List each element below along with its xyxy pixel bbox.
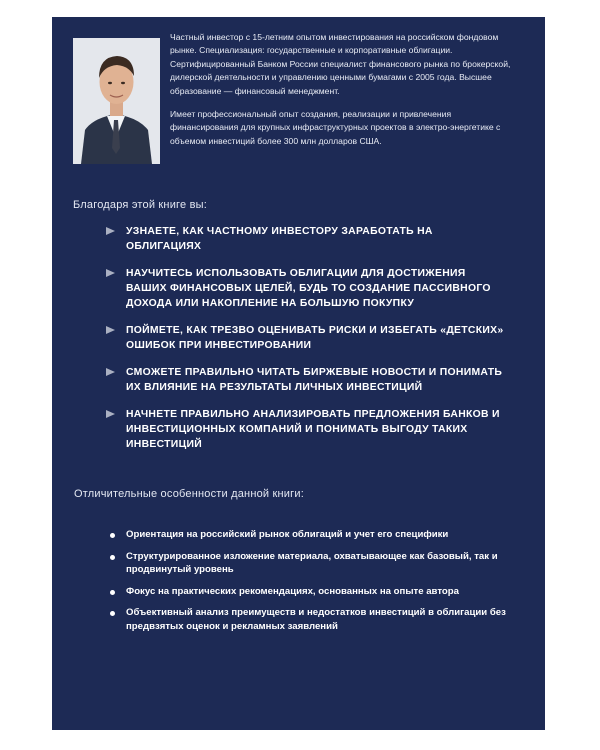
features-title: Отличительные особенности данной книги:: [74, 488, 304, 500]
feature-text: Фокус на практических рекомендациях, основанных на опыте автора: [126, 585, 459, 597]
feature-text: Структурированное изложение материала, охватывающее как базовый, так и продвинутый уровень: [126, 550, 498, 575]
benefit-text: НАЧНЕТЕ ПРАВИЛЬНО АНАЛИЗИРОВАТЬ ПРЕДЛОЖЕНИЯ БАНКОВ И ИНВЕСТИЦИОННЫХ КОМПАНИЙ И ПОНИМАТЬ ВЫГОДУ ТАКИХ ИНВЕСТИЦИЙ: [126, 409, 500, 450]
bio-paragraph: Частный инвестор с 15-летним опытом инвестирования на российском фондовом рынке. Специализация: государственные и корпоративные облигации. Сертифицированный Банком России специалист финансового рынка по брокерской, дилерской деятельности и управлению ценными бумагами с 2005 года. Высшее образование — финансовый менеджмент.: [170, 32, 511, 96]
benefit-text: ПОЙМЕТЕ, КАК ТРЕЗВО ОЦЕНИВАТЬ РИСКИ И ИЗБЕГАТЬ «ДЕТСКИХ» ОШИБОК ПРИ ИНВЕСТИРОВАНИИ: [126, 325, 504, 351]
triangle-arrow-icon: [106, 410, 115, 418]
benefits-title: Благодаря этой книге вы:: [73, 199, 208, 211]
list-item: [110, 550, 510, 577]
list-item: [110, 585, 510, 599]
feature-text: Объективный анализ преимуществ и недостатков инвестиций в облигации без предвзятых оценок и рекламных заявлений: [126, 607, 506, 632]
list-item: [106, 266, 506, 311]
list-item: [110, 606, 510, 633]
list-item: [106, 365, 506, 395]
feature-text: Ориентация на российский рынок облигаций и учет его специфики: [126, 529, 449, 540]
list-item: [106, 323, 506, 353]
triangle-arrow-icon: [106, 326, 115, 334]
benefit-text: НАУЧИТЕСЬ ИСПОЛЬЗОВАТЬ ОБЛИГАЦИИ ДЛЯ ДОСТИЖЕНИЯ ВАШИХ ФИНАНСОВЫХ ЦЕЛЕЙ, БУДЬ ТО СОЗДАНИЕ ПАССИВНОГО ДОХОДА ИЛИ НАКОПЛЕНИЕ НА БОЛЬШУЮ ПОКУПКУ: [126, 268, 491, 309]
triangle-arrow-icon: [106, 269, 115, 277]
list-item: [110, 528, 510, 542]
benefits-list: [106, 224, 506, 464]
bullet-icon: [110, 590, 115, 595]
author-portrait-icon: [73, 38, 160, 164]
bullet-icon: [110, 611, 115, 616]
bullet-icon: [110, 555, 115, 560]
list-item: [106, 224, 506, 254]
benefit-text: УЗНАЕТЕ, КАК ЧАСТНОМУ ИНВЕСТОРУ ЗАРАБОТАТЬ НА ОБЛИГАЦИЯХ: [126, 226, 433, 252]
bullet-icon: [110, 533, 115, 538]
back-cover: [52, 17, 545, 730]
bio-paragraph: Имеет профессиональный опыт создания, реализации и привлечения финансирования для крупных инфраструктурных проектов в электро-энергетике с объемом инвестиций более 300 млн долларов США.: [170, 109, 501, 146]
list-item: [106, 407, 506, 452]
features-list: [110, 528, 510, 641]
author-photo: [73, 38, 160, 164]
triangle-arrow-icon: [106, 227, 115, 235]
author-bio: [170, 31, 515, 158]
benefit-text: СМОЖЕТЕ ПРАВИЛЬНО ЧИТАТЬ БИРЖЕВЫЕ НОВОСТИ И ПОНИМАТЬ ИХ ВЛИЯНИЕ НА РЕЗУЛЬТАТЫ ЛИЧНЫХ ИНВЕСТИЦИЙ: [126, 367, 503, 393]
triangle-arrow-icon: [106, 368, 115, 376]
